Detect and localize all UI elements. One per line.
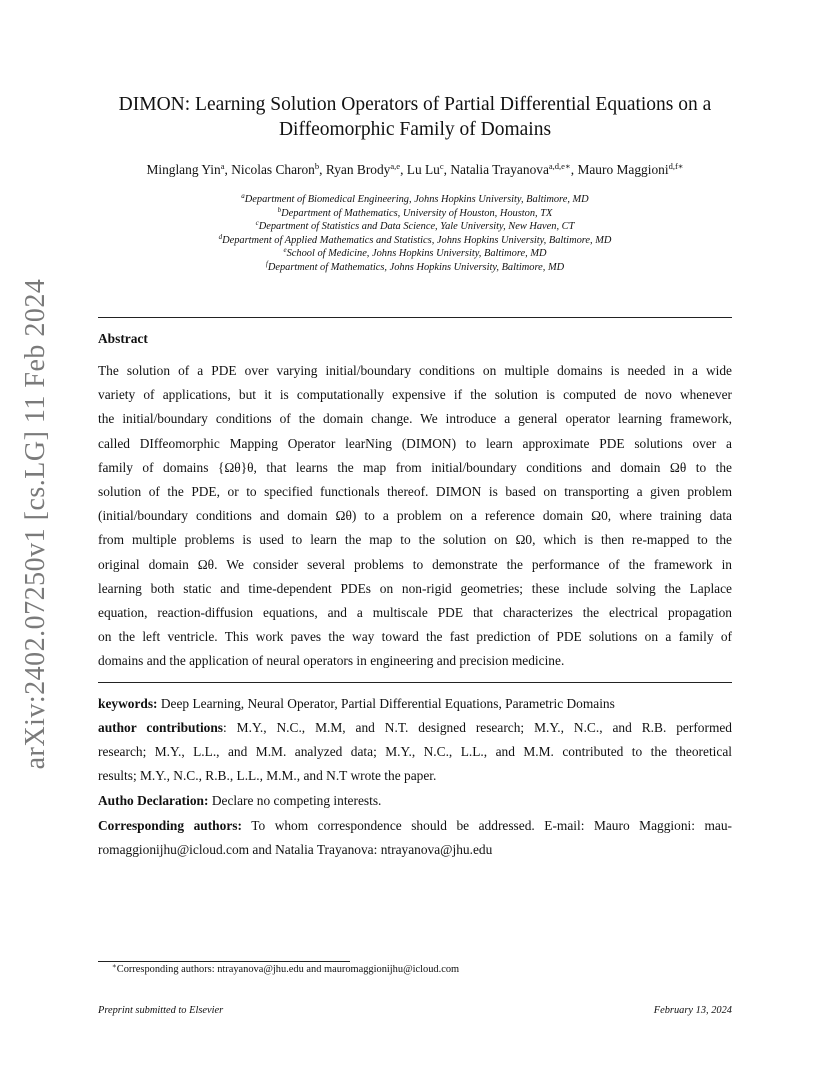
author-name: Mauro Maggioni xyxy=(577,162,669,177)
abstract-line: The solution of a PDE over varying initial/boundary conditions on multiple domains is needed in a wide xyxy=(98,363,732,378)
author-name: Minglang Yin xyxy=(146,162,221,177)
author-name: Ryan Brody xyxy=(325,162,391,177)
abstract-line: domains and the application of neural operators in engineering and precision medicine. xyxy=(98,653,565,669)
affiliation-mark: b xyxy=(277,205,282,214)
abstract-line: equation, reaction-diffusion equations, and a multiscale PDE that characterizes the electrical propagation xyxy=(98,604,732,620)
affiliation-mark: e xyxy=(283,246,287,255)
abstract-line: learning both static and time-dependent PDEs on non-rigid geometries; these include solving the Laplace xyxy=(98,580,732,596)
abstract-heading: Abstract xyxy=(98,331,148,346)
footer-date: February 13, 2024 xyxy=(653,1005,732,1016)
footnote-text: Corresponding authors: ntrayanova@jhu.edu and mauromaggionijhu@icloud.com xyxy=(116,964,460,975)
contributions-text-2: research; M.Y., L.L., and M.M. analyzed data; M.Y., N.C., L.L., and M.M. contributed to the theoretical xyxy=(98,744,732,760)
abstract-line: family of domains {Ωθ}θ, that learns the map from initial/boundary conditions and domain Ωθ to the xyxy=(98,459,732,475)
arxiv-identifier[interactable]: arXiv:2402.07250v1 [cs.LG] 11 Feb 2024 xyxy=(20,278,51,770)
title-line-2: Diffeomorphic Family of Domains xyxy=(278,119,552,140)
abstract-line: on the left ventricle. This work paves the way toward the fast prediction of PDE solutions on a family of xyxy=(98,629,732,645)
affiliation-text: Department of Mathematics, Johns Hopkins University, Baltimore, MD xyxy=(267,261,565,273)
contributions-text-3: results; M.Y., N.C., R.B., L.L., M.M., and N.T wrote the paper. xyxy=(98,768,437,784)
corresponding-section xyxy=(98,814,732,862)
author-affil-mark: b xyxy=(314,161,320,171)
declaration-text: Declare no competing interests. xyxy=(211,793,382,808)
affiliation-text: Department of Applied Mathematics and Statistics, Johns Hopkins University, Baltimore, MD xyxy=(222,234,612,246)
affiliation-item xyxy=(98,234,732,248)
affiliation-mark: d xyxy=(218,232,223,241)
abstract-body xyxy=(98,359,732,673)
affiliation-mark: a xyxy=(241,192,245,200)
keywords-label: keywords: xyxy=(98,696,158,711)
footer-preprint-note: Preprint submitted to Elsevier xyxy=(98,1005,224,1016)
declaration-label: Autho Declaration: xyxy=(98,793,209,808)
abstract-line: the initial/boundary conditions of the domain change. We introduce a general operator learning framework, xyxy=(98,411,732,427)
author-name: Nicolas Charon xyxy=(231,162,315,177)
affiliation-item xyxy=(98,193,732,207)
abstract-line: original domain Ωθ. We consider several problems to demonstrate the performance of the framework in xyxy=(98,556,732,572)
affiliation-item xyxy=(98,207,732,221)
paper-title xyxy=(98,92,732,142)
affiliation-text: Department of Statistics and Data Science, Yale University, New Haven, CT xyxy=(258,221,575,233)
author-affil-mark: a xyxy=(220,161,225,171)
keywords-section xyxy=(98,692,732,716)
declaration-section xyxy=(98,789,732,813)
title-line-1: DIMON: Learning Solution Operators of Partial Differential Equations on a xyxy=(118,94,712,115)
affiliation-text: School of Medicine, Johns Hopkins University, Baltimore, MD xyxy=(286,248,547,260)
abstract-line: solution of the PDE, or to specified functionals thereof. DIMON is based on transporting a given problem xyxy=(98,483,732,499)
footnote-rule xyxy=(98,961,350,962)
affiliation-mark: f xyxy=(265,259,268,268)
author-affil-mark: d,f∗ xyxy=(668,161,684,171)
affiliation-text: Department of Biomedical Engineering, Johns Hopkins University, Baltimore, MD xyxy=(244,194,589,205)
corresponding-label: Corresponding authors: xyxy=(98,818,242,833)
footnote-mark: ∗ xyxy=(112,962,117,970)
author-list: Minglang Yin$^a$, Nicolas Charon$^b$, Ryan Brody$^{a,e}$, Lu Lu$^c$, Natalia Trayanova$^{a,d,e∗}$, Mauro Maggioni$^{d,f∗}$ xyxy=(146,161,684,177)
affiliation-text: Department of Mathematics, University of Houston, Houston, TX xyxy=(281,207,553,219)
author-affil-mark: c xyxy=(439,161,444,171)
abstract-line: called DIffeomorphic Mapping Operator learNing (DIMON) to learn approximate PDE solutions over a xyxy=(98,435,732,451)
author-name: Lu Lu xyxy=(406,162,440,177)
corresponding-text-2: romaggionijhu@icloud.com and Natalia Trayanova: ntrayanova@jhu.edu xyxy=(98,842,493,858)
affiliation-mark: c xyxy=(255,219,259,228)
contributions-section xyxy=(98,716,732,789)
affiliation-item xyxy=(98,261,732,275)
affiliation-item xyxy=(98,247,732,261)
affiliation-item xyxy=(98,220,732,234)
abstract-top-rule xyxy=(98,317,732,318)
author-name: Natalia Trayanova xyxy=(450,162,549,177)
corresponding-text-1: To whom correspondence should be addressed. E-mail: Mauro Maggioni: mau- xyxy=(251,818,732,833)
affiliation-list xyxy=(98,193,732,275)
footnote xyxy=(112,964,459,975)
abstract-bottom-rule xyxy=(98,682,732,683)
abstract-line: (initial/boundary conditions and domain Ωθ) to a problem on a reference domain Ω0, where training data xyxy=(98,508,732,524)
contributions-label: author contributions xyxy=(98,720,224,735)
contributions-text-1: : M.Y., N.C., M.M, and N.T. designed research; M.Y., N.C., and R.B. performed xyxy=(223,720,733,735)
author-affil-mark: a,e xyxy=(390,161,401,171)
abstract-line: variety of applications, but it is computationally expensive if the solution is computed de novo whenever xyxy=(98,387,732,403)
abstract-line: from multiple problems is used to learn the map to the solution on Ω0, which is then re-mapped to the xyxy=(98,532,732,548)
keywords-text: Deep Learning, Neural Operator, Partial Differential Equations, Parametric Domains xyxy=(160,696,615,711)
author-affil-mark: a,d,e∗ xyxy=(548,161,571,171)
